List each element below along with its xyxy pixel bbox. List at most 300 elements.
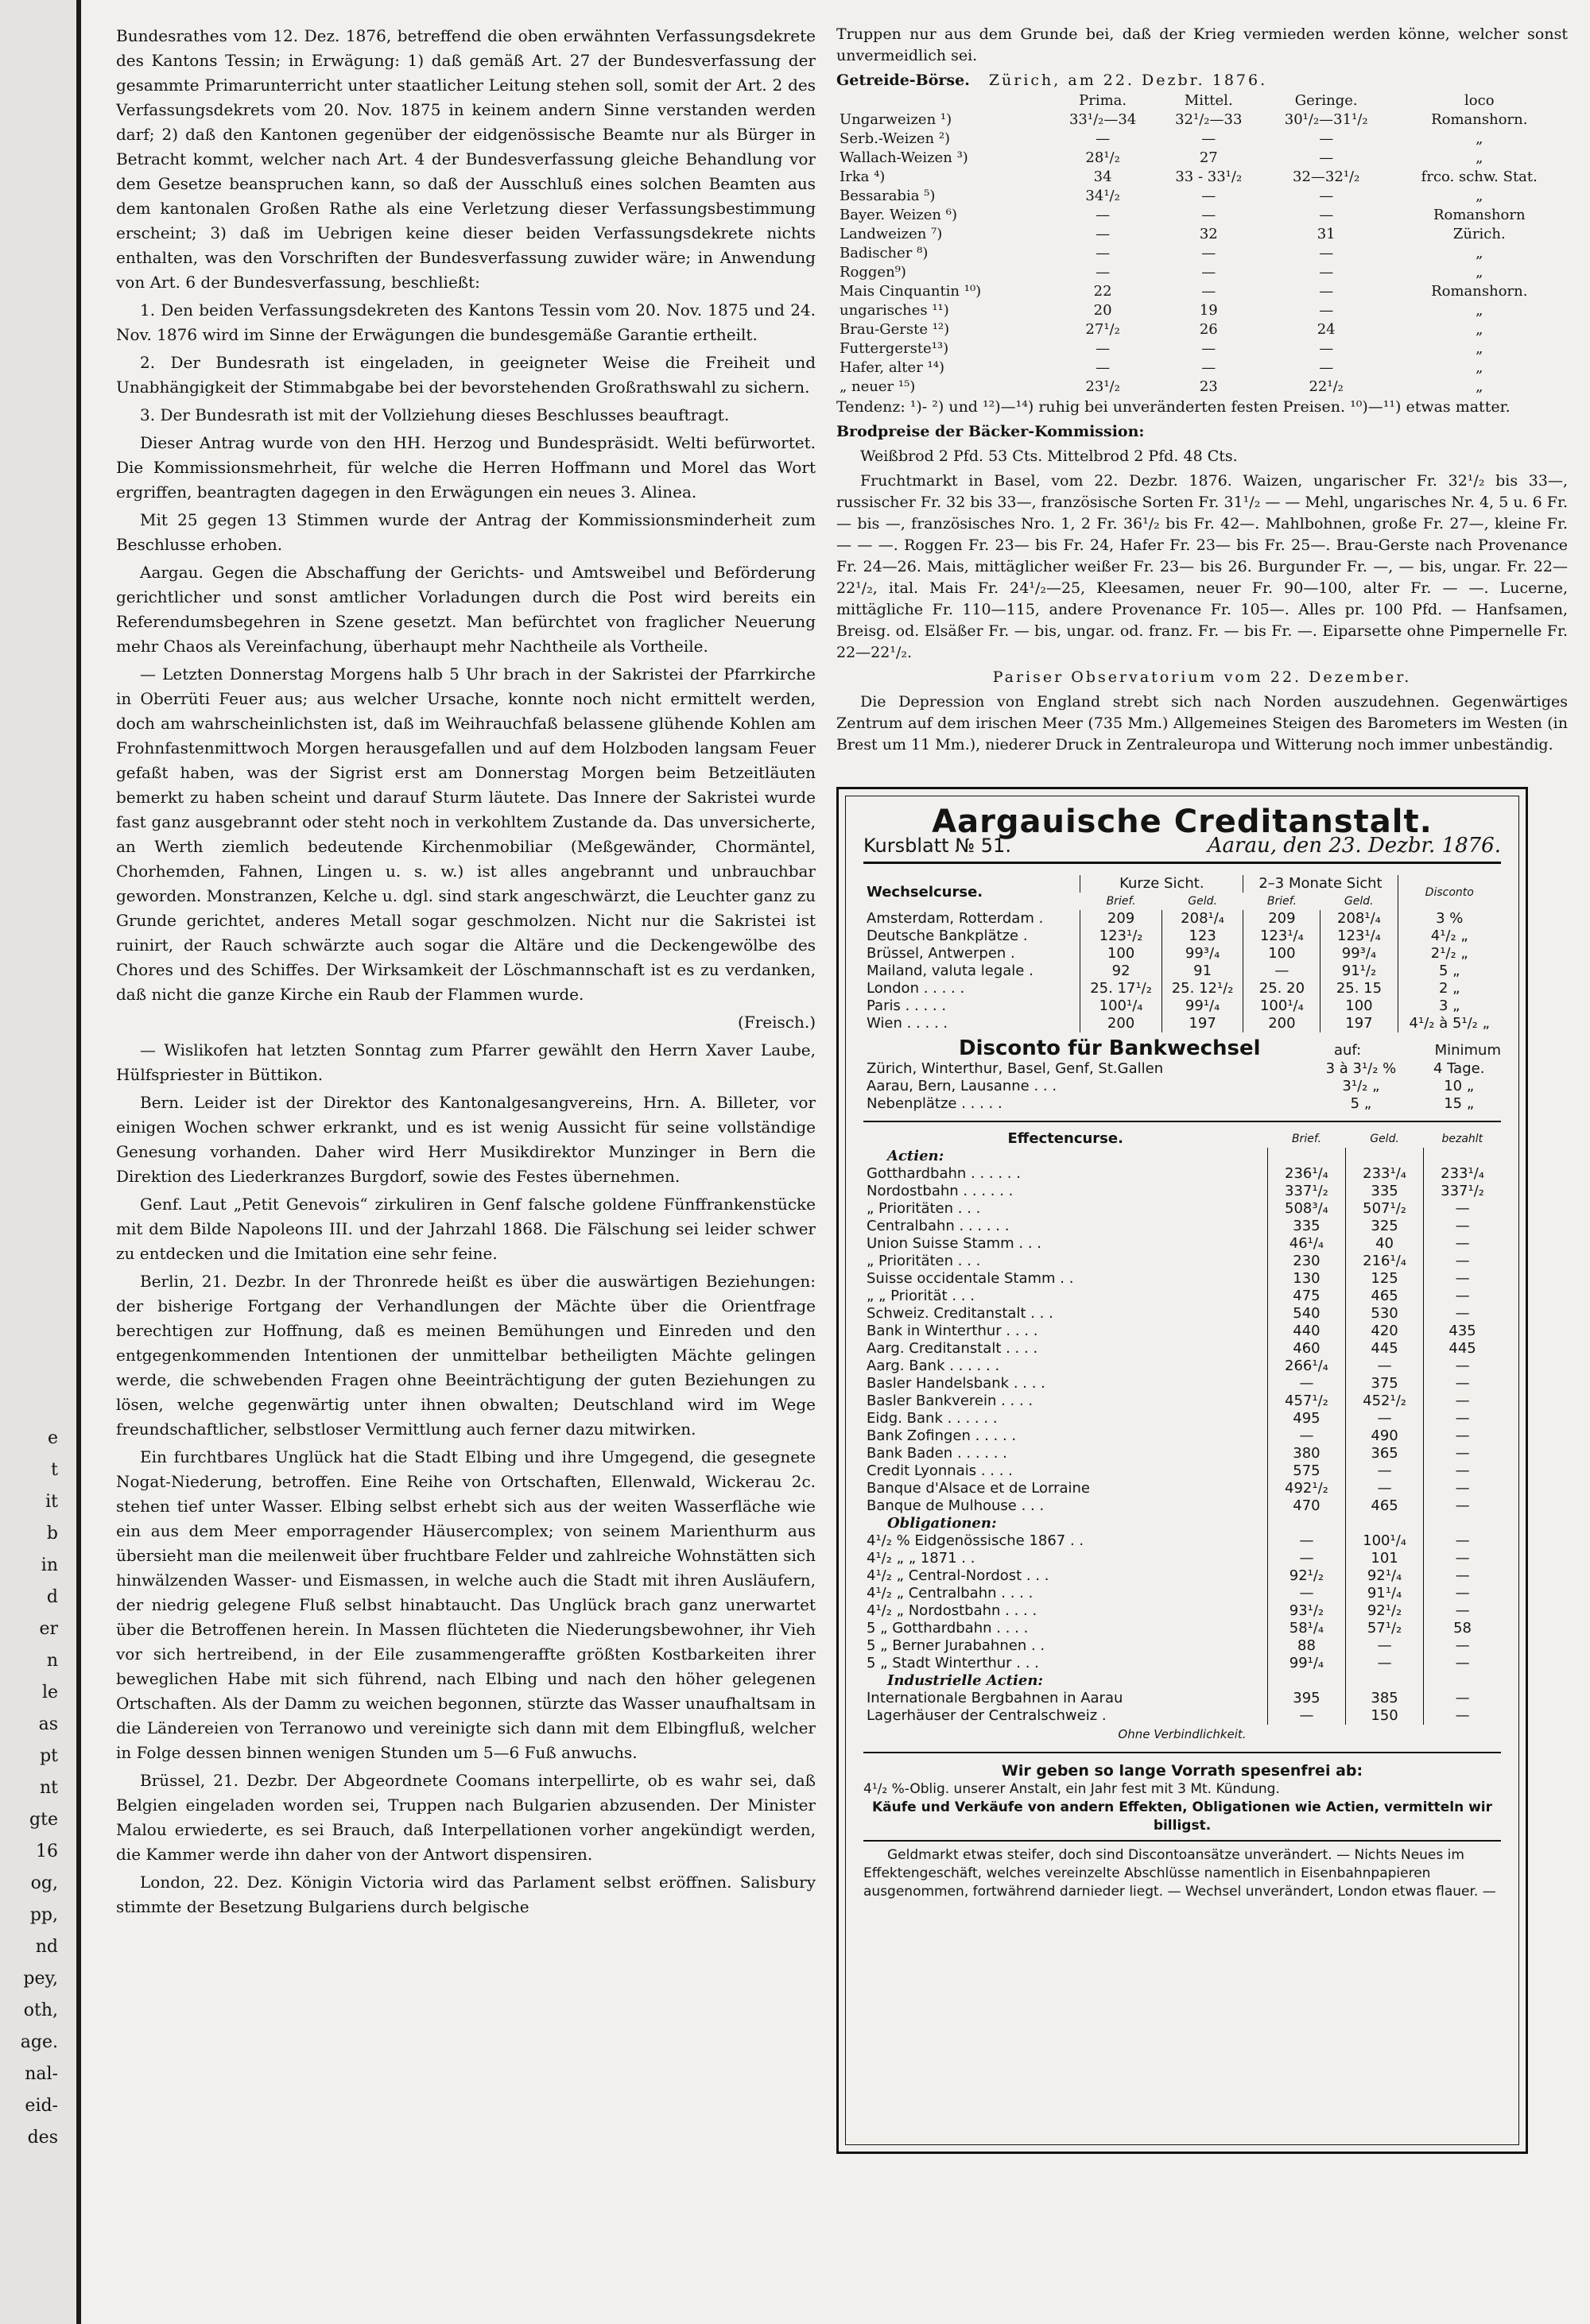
security-price: —	[1424, 1707, 1501, 1725]
decision-item-2: 2. Der Bundesrath ist eingeladen, in geeigneter Weise die Freiheit und Unabhängigkeit der Stimmabgabe bei der bevorstehenden Großrathswahl zu sichern.	[116, 353, 816, 397]
industrial-row	[863, 1707, 1501, 1725]
security-name: Centralbahn . . . . . .	[867, 1218, 1010, 1234]
edge-fragment: nd	[35, 1937, 58, 1957]
security-price: —	[1346, 1637, 1424, 1655]
grain-col-header: Prima.	[1079, 92, 1127, 109]
left-column	[116, 24, 816, 2313]
security-name: 4¹/₂ % Eidgenössische 1867 . .	[867, 1532, 1084, 1549]
security-name: Banque de Mulhouse . . .	[867, 1497, 1045, 1514]
actien-heading: Actien:	[887, 1148, 944, 1164]
security-price: 99¹/₄	[1267, 1655, 1345, 1672]
security-price: 150	[1346, 1707, 1424, 1725]
security-price: —	[1424, 1270, 1501, 1288]
exchange-value: 197	[1161, 1015, 1243, 1032]
edge-fragment: e	[47, 1428, 58, 1448]
security-price: —	[1267, 1585, 1345, 1602]
grain-value: —	[1319, 264, 1334, 281]
actien-row	[863, 1305, 1501, 1323]
grain-row	[836, 282, 1568, 301]
industrial-heading: Industrielle Actien:	[887, 1672, 1044, 1689]
disconto-auf: auf:	[1333, 1042, 1362, 1059]
obligation-row	[863, 1602, 1501, 1620]
grain-value: —	[1201, 359, 1216, 376]
security-price: —	[1267, 1375, 1345, 1392]
edge-fragment: nt	[39, 1778, 58, 1798]
grain-value: Zürich.	[1452, 226, 1506, 242]
exchange-value: 91¹/₂	[1320, 963, 1398, 980]
grain-name: Serb.-Weizen ²)	[840, 130, 951, 147]
grain-row	[836, 149, 1568, 168]
exchange-value: 209	[1243, 910, 1320, 928]
geld-header: Geld.	[1188, 895, 1217, 908]
grain-row	[836, 320, 1568, 339]
security-price: —	[1424, 1288, 1501, 1305]
edge-fragment: pt	[40, 1746, 58, 1766]
security-name: Gotthardbahn . . . . . .	[867, 1165, 1021, 1182]
exchange-value: 2 „	[1398, 980, 1501, 997]
security-price: —	[1424, 1375, 1501, 1392]
grain-name: Bessarabia ⁵)	[840, 188, 936, 204]
obligation-row	[863, 1655, 1501, 1672]
actien-row	[863, 1288, 1501, 1305]
exchange-value: 123	[1161, 928, 1243, 945]
grain-value: 19	[1199, 302, 1218, 319]
security-name: Suisse occidentale Stamm . .	[867, 1270, 1074, 1287]
security-price: 125	[1346, 1270, 1424, 1288]
exchange-row	[863, 945, 1501, 963]
obligation-row	[863, 1567, 1501, 1585]
security-price: 40	[1346, 1235, 1424, 1253]
security-price: 58	[1424, 1620, 1501, 1637]
exchange-row	[863, 980, 1501, 997]
security-name: 4¹/₂ „ Centralbahn . . . .	[867, 1585, 1034, 1602]
article-antrag: Dieser Antrag wurde von den HH. Herzog und Bundespräsidt. Welti befürwortet. Die Kommissionsmehrheit, für welche die Herren Hoffmann und Morel das Wort ergriffen, beantragten dagegen in den Erwägungen ein neues 3. Alinea.	[116, 433, 816, 502]
security-price: 440	[1267, 1323, 1345, 1340]
exchange-value: 91	[1161, 963, 1243, 980]
grain-value: —	[1201, 188, 1216, 204]
exchange-value: 25. 12¹/₂	[1161, 980, 1243, 997]
security-price: 507¹/₂	[1346, 1200, 1424, 1218]
security-name: „ „ Priorität . . .	[867, 1288, 975, 1304]
grain-value: „	[1476, 378, 1483, 395]
exchange-place: Mailand, valuta legale .	[867, 963, 1034, 979]
kursblatt-number: Kursblatt № 51.	[863, 835, 1011, 857]
actien-row	[863, 1358, 1501, 1375]
article-genf: Genf. Laut „Petit Genevois“ zirkuliren in Genf falsche goldene Fünffrankenstücke mit dem Bilde Napoleons III. und der Jahrzahl 1868. Die Fälschung sei leider schwer zu entdecken und die Imitation eine sehr feine.	[116, 1195, 816, 1263]
grain-value: frco. schw. Stat.	[1421, 168, 1538, 185]
grain-value: 33 - 33¹/₂	[1175, 168, 1243, 185]
exchange-value: 100¹/₄	[1243, 997, 1320, 1015]
exchange-value: 5 „	[1398, 963, 1501, 980]
grain-exchange-title: Getreide-Börse.	[836, 72, 970, 89]
disconto-place: Zürich, Winterthur, Basel, Genf, St.Gallen	[867, 1060, 1164, 1077]
grain-value: 23	[1199, 378, 1218, 395]
exchange-row	[863, 910, 1501, 928]
security-price: —	[1267, 1532, 1345, 1550]
decision-item-1: 1. Den beiden Verfassungsdekreten des Kantons Tessin vom 20. Nov. 1875 und 24. Nov. 1876 wird im Sinne der Erwägungen die bundesgemäße Garantie ertheilt.	[116, 300, 816, 344]
grain-name: Futtergerste¹³)	[840, 340, 949, 357]
grain-value: —	[1319, 283, 1334, 300]
months-sight-header: 2–3 Monate Sicht	[1243, 875, 1398, 893]
grain-value: —	[1319, 207, 1334, 223]
trading-note: Käufe und Verkäufe von andern Effekten, Obligationen wie Actien, vermitteln wir billigst.	[871, 1799, 1493, 1834]
securities-table	[863, 1130, 1501, 1725]
grain-value: 34	[1093, 168, 1112, 185]
security-price: 325	[1346, 1218, 1424, 1235]
security-price: 470	[1267, 1497, 1345, 1515]
offer-heading: Wir geben so lange Vorrath spesenfrei ab:	[1001, 1762, 1363, 1780]
grain-value: 27¹/₂	[1085, 321, 1120, 338]
security-price: 452¹/₂	[1346, 1392, 1424, 1410]
exchange-value: 3 „	[1398, 997, 1501, 1015]
security-price: 233¹/₄	[1346, 1165, 1424, 1183]
actien-row	[863, 1270, 1501, 1288]
security-price: —	[1424, 1567, 1501, 1585]
exchange-place: Amsterdam, Rotterdam .	[867, 910, 1044, 927]
grain-col-header: loco	[1464, 92, 1495, 109]
actien-row	[863, 1183, 1501, 1200]
security-price: 100¹/₄	[1346, 1532, 1424, 1550]
edge-fragment: in	[41, 1555, 58, 1575]
security-price: 540	[1267, 1305, 1345, 1323]
exchange-value: 92	[1080, 963, 1162, 980]
security-price: 460	[1267, 1340, 1345, 1358]
article-london: London, 22. Dez. Königin Victoria wird das Parlament selbst eröffnen. Salisbury stimmte der Besetzung Bulgariens durch belgische	[116, 1873, 816, 1916]
grain-value: 32—32¹/₂	[1293, 168, 1360, 185]
source-freisch: (Freisch.)	[738, 1013, 816, 1032]
grain-value: —	[1096, 359, 1111, 376]
grain-name: Bayer. Weizen ⁶)	[840, 207, 957, 223]
article-bern: Bern. Leider ist der Direktor des Kantonalgesangvereins, Hrn. A. Billeter, vor einigen Wochen schwer erkrankt, und es ist wenig Aussicht für seine vollständige Genesung vorhanden. Daher wird Herr Musikdirektor Munzinger in Bern die Direktion des Liederkranzes Burgdorf, sowie des Festes übernehmen.	[116, 1093, 816, 1186]
actien-row	[863, 1323, 1501, 1340]
security-name: 5 „ Stadt Winterthur . . .	[867, 1655, 1039, 1671]
grain-value: „	[1476, 321, 1483, 338]
grain-value: 28¹/₂	[1085, 149, 1120, 166]
security-price: 395	[1267, 1690, 1345, 1707]
actien-row	[863, 1427, 1501, 1445]
security-name: Nordostbahn . . . . . .	[867, 1183, 1014, 1199]
article-wislikofen: — Wislikofen hat letzten Sonntag zum Pfarrer gewählt den Herrn Xaver Laube, Hülfspriester in Büttikon.	[116, 1040, 816, 1084]
obligation-row	[863, 1532, 1501, 1550]
security-price: 233¹/₄	[1424, 1165, 1501, 1183]
paris-weather-report: Die Depression von England strebt sich nach Norden auszudehnen. Gegenwärtiges Zentrum auf dem irischen Meer (735 Mm.) Allgemeines Steigen des Barometers im Westen (in Brest um 11 Mm.), niederer Druck in Zentraleuropa und Witterung noch immer unbeständig.	[836, 693, 1568, 753]
actien-row	[863, 1165, 1501, 1183]
security-price: —	[1424, 1410, 1501, 1427]
grain-row	[836, 110, 1568, 130]
exchange-value: 100	[1080, 945, 1162, 963]
actien-row	[863, 1480, 1501, 1497]
security-name: Eidg. Bank . . . . . .	[867, 1410, 998, 1427]
security-price: 465	[1346, 1497, 1424, 1515]
security-name: Credit Lyonnais . . . .	[867, 1462, 1013, 1479]
exchange-value: 2¹/₂ „	[1398, 945, 1501, 963]
exchange-rates-title: Wechselcurse.	[867, 884, 983, 901]
actien-row	[863, 1200, 1501, 1218]
binding-margin	[0, 0, 76, 2324]
security-price: —	[1267, 1550, 1345, 1567]
security-price: 230	[1267, 1253, 1345, 1270]
actien-row	[863, 1340, 1501, 1358]
security-price: 101	[1346, 1550, 1424, 1567]
grain-exchange-place-date: Zürich, am 22. Dezbr. 1876.	[988, 72, 1268, 89]
disconto-place: Aarau, Bern, Lausanne . . .	[867, 1078, 1057, 1094]
edge-fragment: pp,	[29, 1905, 58, 1925]
kursblatt-line	[863, 836, 1501, 864]
bank-title: Aargauische Creditanstalt.	[932, 804, 1433, 840]
grain-value: —	[1201, 264, 1216, 281]
security-price: 495	[1267, 1410, 1345, 1427]
security-price: —	[1346, 1462, 1424, 1480]
grain-name: Ungarweizen ¹)	[840, 111, 952, 128]
exchange-value: 25. 15	[1320, 980, 1398, 997]
grain-value: 23¹/₂	[1085, 378, 1120, 395]
security-price: 337¹/₂	[1424, 1183, 1501, 1200]
security-price: 236¹/₄	[1267, 1165, 1345, 1183]
grain-price-table	[836, 91, 1568, 397]
grain-value: 32	[1199, 226, 1218, 242]
security-name: Basler Bankverein . . . .	[867, 1392, 1034, 1409]
grain-name: Wallach-Weizen ³)	[840, 149, 968, 166]
edge-fragment: er	[39, 1619, 58, 1639]
edge-fragment: age.	[20, 2032, 58, 2052]
disconto-table	[863, 1060, 1501, 1113]
divider	[863, 1121, 1501, 1122]
security-price: —	[1424, 1690, 1501, 1707]
obligationen-heading: Obligationen:	[887, 1515, 997, 1532]
grain-value: 22	[1093, 283, 1112, 300]
obligation-row	[863, 1550, 1501, 1567]
security-name: Bank in Winterthur . . . .	[867, 1323, 1038, 1339]
bread-prices: Weißbrod 2 Pfd. 53 Cts. Mittelbrod 2 Pfd. 48 Cts.	[860, 447, 1238, 465]
security-name: 4¹/₂ „ Central-Nordost . . .	[867, 1567, 1049, 1584]
security-price: —	[1267, 1707, 1345, 1725]
security-price: —	[1424, 1392, 1501, 1410]
exchange-value: 100	[1320, 997, 1398, 1015]
security-price: —	[1346, 1410, 1424, 1427]
grain-value: 24	[1317, 321, 1336, 338]
security-price: —	[1424, 1480, 1501, 1497]
grain-value: Romanshorn.	[1431, 111, 1528, 128]
grain-value: —	[1319, 188, 1334, 204]
kursblatt-date: Aarau, den 23. Dezbr. 1876.	[1207, 834, 1501, 858]
edge-fragment: oth,	[23, 2001, 58, 2020]
grain-value: „	[1476, 302, 1483, 319]
grain-value: —	[1096, 340, 1111, 357]
edge-fragment: 16	[36, 1842, 58, 1861]
exchange-value: 100	[1243, 945, 1320, 963]
security-price: —	[1424, 1462, 1501, 1480]
exchange-value: 99³/₄	[1320, 945, 1398, 963]
grain-value: „	[1476, 340, 1483, 357]
security-price: 490	[1346, 1427, 1424, 1445]
security-price: 385	[1346, 1690, 1424, 1707]
obligation-offer: 4¹/₂ %-Oblig. unserer Anstalt, ein Jahr fest mit 3 Mt. Kündung.	[863, 1781, 1280, 1797]
disconto-value: 4 Tage.	[1433, 1060, 1485, 1077]
security-price: —	[1424, 1253, 1501, 1270]
security-price: 57¹/₂	[1346, 1620, 1424, 1637]
security-price: 335	[1346, 1183, 1424, 1200]
security-price: 266¹/₄	[1267, 1358, 1345, 1375]
security-price: 375	[1346, 1375, 1424, 1392]
exchange-value: 197	[1320, 1015, 1398, 1032]
disconto-value: 3¹/₂ „	[1342, 1078, 1380, 1094]
edge-fragment: d	[46, 1587, 58, 1607]
grain-row	[836, 187, 1568, 206]
disconto-value: 10 „	[1444, 1078, 1475, 1094]
grain-value: 32¹/₂—33	[1175, 111, 1243, 128]
grain-value: —	[1096, 207, 1111, 223]
article-continuation: Truppen nur aus dem Grunde bei, daß der Krieg vermieden werden könne, welcher sonst unvermeidlich sei.	[836, 25, 1568, 64]
grain-value: —	[1096, 264, 1111, 281]
exchange-value: 123¹/₂	[1080, 928, 1162, 945]
edge-fragment: og,	[30, 1873, 58, 1893]
security-price: 457¹/₂	[1267, 1392, 1345, 1410]
grain-value: „	[1476, 130, 1483, 147]
security-name: Lagerhäuser der Centralschweiz .	[867, 1707, 1107, 1724]
obligation-row	[863, 1637, 1501, 1655]
security-price: 575	[1267, 1462, 1345, 1480]
disconto-col-header: Disconto	[1398, 875, 1501, 910]
article-oberrueti-fire: — Letzten Donnerstag Morgens halb 5 Uhr brach in der Sakristei der Pfarrkirche in Oberrüti Feuer aus; aus welcher Ursache, konnte noch nicht ermittelt werden, doch am wahrscheinlichsten ist, daß im Weihrauchfaß belassene glühende Kohlen am Frohnfastenmittwoch Morgen herausgefallen und auf dem Holzboden langsam Feuer gefaßt haben, was der Sigrist erst am Donnerstag Morgen beim Betzeitläuten bemerkt zu haben scheint und darauf Sturm läutete. Das Innere der Sakristei wurde fast ganz ausgebrannt oder steht noch in verkohltem Zustande da. Das unversicherte, an Werth ziemlich bedeutende Kirchenmobiliar (Meßgewänder, Chormäntel, Chorhemden, Fahnen, Lingen u. s. w.) ist alles angebrannt und unbrauchbar geworden. Monstranzen, Kelche u. dgl. sind stark angeschwärzt, die Leuchter ganz zu Grunde gerichtet, anderes Metall sogar geschmolzen. Nicht nur die Sakristei ist ruinirt, der Rauch schwärzte auch sogar die Altäre und die Deckengewölbe des Chores und des Schiffes. Der Wirksamkeit der Löschmannschaft ist es zu verdanken, daß nicht die ganze Kirche ein Raub der Flammen wurde.	[116, 664, 816, 1004]
grain-name: Badischer ⁸)	[840, 245, 929, 261]
grain-name: Hafer, alter ¹⁴)	[840, 359, 944, 376]
security-price: 337¹/₂	[1267, 1183, 1345, 1200]
grain-name: ungarisches ¹¹)	[840, 302, 949, 319]
grain-name: Roggen⁹)	[840, 264, 906, 281]
security-price: —	[1346, 1655, 1424, 1672]
creditanstalt-kursblatt	[845, 796, 1519, 2145]
grain-value: „	[1476, 149, 1483, 166]
actien-row	[863, 1375, 1501, 1392]
grain-value: —	[1201, 207, 1216, 223]
exchange-value: 25. 20	[1243, 980, 1320, 997]
security-name: Bank Baden . . . . . .	[867, 1445, 1007, 1462]
exchange-value: 4¹/₂ à 5¹/₂ „	[1398, 1015, 1501, 1032]
article-vote-result: Mit 25 gegen 13 Stimmen wurde der Antrag der Kommissionsminderheit zum Beschlusse erhoben.	[116, 510, 816, 554]
grain-value: 33¹/₂—34	[1068, 111, 1137, 128]
sec-brief-header: Brief.	[1291, 1133, 1321, 1145]
exchange-place: Deutsche Bankplätze .	[867, 928, 1028, 944]
edge-fragment: b	[46, 1524, 58, 1544]
grain-value: —	[1319, 245, 1334, 261]
security-price: 92¹/₂	[1346, 1602, 1424, 1620]
security-name: Banque d'Alsace et de Lorraine	[867, 1480, 1091, 1497]
security-price: 492¹/₂	[1267, 1480, 1345, 1497]
geld-header-2: Geld.	[1344, 895, 1374, 908]
basel-fruit-market: Fruchtmarkt in Basel, vom 22. Dezbr. 1876. Waizen, ungarischer Fr. 32¹/₂ bis 33—, russischer Fr. 32 bis 33—, französische Sorten Fr. 31¹/₂ — — Mehl, ungarisches Nr. 4, 5 u. 6 Fr. — bis —, französisches Nro. 1, 2 Fr. 36¹/₂ bis Fr. 42—. Mahlbohnen, große Fr. 27—, kleine Fr. — — —. Roggen Fr. 23— bis Fr. 24, Hafer Fr. 23— bis Fr. 25—. Brau-Gerste nach Provenance Fr. 24—26. Mais, mittäglicher weißer Fr. 23— bis 26. Burgunder Fr. —, — bis, ungar. Fr. 22—22¹/₂, ital. Mais Fr. 24¹/₂—25, Kleesamen, neuer Fr. 90—100, alter Fr. — —. Lucerne, mittägliche Fr. 110—115, andere Provenance Fr. 105—. Alles pr. 100 Pfd. — Hanfsamen, Breisg. od. Elsäßer Fr. — bis, ungar. od. franz. Fr. — bis Fr. —. Eiparsette ohne Pimpernelle Fr. 22—22¹/₂.	[836, 472, 1568, 661]
article-bruessel: Brüssel, 21. Dezbr. Der Abgeordnete Coomans interpellirte, ob es wahr sei, daß Belgien eingeladen worden sei, Truppen nach Bulgarien abzusenden. Der Minister Malou erwiederte, es sei Brauch, daß Interpellationen vorher angekündigt werden, die Kammer werde ihn daher von der Antwort dispensiren.	[116, 1771, 816, 1864]
security-price: 92¹/₄	[1346, 1567, 1424, 1585]
security-price: —	[1424, 1218, 1501, 1235]
grain-row	[836, 168, 1568, 187]
article-berlin: Berlin, 21. Dezbr. In der Thronrede heißt es über die auswärtigen Beziehungen: der bisherige Fortgang der Verhandlungen der Mächte über die Orientfrage berechtigen zur Hoffnung, daß es meinen Bemühungen und Einreden und den entgegenkommenden Intentionen der unmittelbar betheiligten Mächte gelingen werde, die schwebenden Fragen ohne Beeinträchtigung der guten Beziehungen zu lösen, welche gegenwärtig unter ihnen obwalten; Deutschland wird im Wege freundschaftlicher, selbstloser Vermittlung auch ferner dazu mitwirken.	[116, 1272, 816, 1439]
security-price: —	[1267, 1427, 1345, 1445]
security-name: Basler Handelsbank . . . .	[867, 1375, 1045, 1392]
actien-row	[863, 1218, 1501, 1235]
paris-observatory-title: Pariser Observatorium vom 22. Dezember.	[992, 668, 1412, 686]
grain-value: —	[1319, 149, 1334, 166]
grain-value: „	[1476, 359, 1483, 376]
actien-row	[863, 1445, 1501, 1462]
actien-row	[863, 1392, 1501, 1410]
exchange-row	[863, 1015, 1501, 1032]
security-price: 91¹/₄	[1346, 1585, 1424, 1602]
grain-value: 20	[1093, 302, 1112, 319]
grain-name: „ neuer ¹⁵)	[840, 378, 916, 395]
grain-value: Romanshorn	[1433, 207, 1526, 223]
grain-value: —	[1319, 130, 1334, 147]
edge-fragment: gte	[29, 1810, 58, 1830]
grain-value: 27	[1199, 149, 1218, 166]
disconto-value: 5 „	[1350, 1095, 1372, 1112]
article-bundesrath-decision: Bundesrathes vom 12. Dez. 1876, betreffend die oben erwähnten Verfassungsdekrete des Kantons Tessin; in Erwägung: 1) daß gemäß Art. 27 der Bundesverfassung der gesammte Primarunterricht unter staatlicher Leitung stehen soll, somit der Art. 2 des Verfassungsdekrets vom 20. Nov. 1875 in keinem andern Sinne verstanden werden darf; 2) daß den Kantonen gegenüber der eidgenössische Beamte nur als Bürger in Betracht kommt, welcher nach Art. 4 der Bundesverfassung gleiche Behandlung vor dem Gesetze beanspruchen kann, so daß der Ausschluß eines solchen Beamten aus dem kantonalen Großen Rathe als eine Verletzung dieser Verfassungsbestimmung erscheint; 3) daß im Uebrigen keine dieser beiden Verfassungsdekrete nichts enthalten, was den Vorschriften der Bundesverfassung zuwider wäre; in Anwendung von Art. 6 der Bundesverfassung, beschließt:	[116, 26, 816, 292]
grain-name: Mais Cinquantin ¹⁰)	[840, 283, 982, 300]
grain-row	[836, 358, 1568, 378]
grain-row	[836, 225, 1568, 244]
grain-value: 22¹/₂	[1309, 378, 1344, 395]
grain-value: Romanshorn.	[1431, 283, 1528, 300]
exchange-value: 208¹/₄	[1320, 910, 1398, 928]
disconto-title: Disconto für Bankwechsel	[959, 1036, 1261, 1060]
edge-fragment: eid-	[25, 2096, 58, 2116]
obligation-row	[863, 1585, 1501, 1602]
exchange-value: 25. 17¹/₂	[1080, 980, 1162, 997]
grain-exchange-header	[836, 70, 1568, 91]
security-name: 4¹/₂ „ Nordostbahn . . . .	[867, 1602, 1037, 1619]
disconto-row	[863, 1060, 1501, 1078]
exchange-value: 123¹/₄	[1320, 928, 1398, 945]
security-name: 5 „ Berner Jurabahnen . .	[867, 1637, 1045, 1654]
grain-row	[836, 244, 1568, 263]
brief-header: Brief.	[1106, 895, 1136, 908]
article-elbing-flood: Ein furchtbares Unglück hat die Stadt Elbing und ihre Umgegend, die gesegnete Nogat-Niederung, betroffen. Eine Reihe von Ortschaften, Ellenwald, Wickerau 2c. stehen tief unter Wasser. Elbing selbst erhebt sich aus der weiten Wasserfläche wie ein aus dem Meer emporragender Häusercomplex; von seinem Marienthurm aus übersieht man die meilenweit über fruchtbare Felder und zahlreiche Wohnstätten sich hinwälzenden Wasser- und Eismassen, in welche auch die Stadt mit ihren Ausläufern, der niedrig gelegene Fluß selbst hinabtaucht. Das Unglück brach ganz unerwartet über die Betroffenen herein. In Massen flüchteten die Niederungsbewohner, ihr Vieh vor sich hertreibend, in der Eile zusammengeraffte größten Kostbarkeiten ihrer beweglichen Habe mit sich führend, nach Elbing und nach den höher gelegenen Ortschaften. Als der Damm zu weichen begonnen, stürzte das Wasser unaufhaltsam in die Ländereien von Terranowo und vereinigte sich dann mit dem Elbingfluß, welcher in Folge dessen binnen wenigen Stunden um 5—6 Fuß anwuchs.	[116, 1447, 816, 1762]
divider-2	[863, 1752, 1501, 1753]
obligation-row	[863, 1620, 1501, 1637]
grain-value: —	[1096, 130, 1111, 147]
security-price: 508³/₄	[1267, 1200, 1345, 1218]
grain-name: Landweizen ⁷)	[840, 226, 943, 242]
exchange-value: 209	[1080, 910, 1162, 928]
actien-row	[863, 1497, 1501, 1515]
exchange-place: Wien . . . . .	[867, 1015, 948, 1032]
grain-value: „	[1476, 245, 1483, 261]
securities-title: Effectencurse.	[1007, 1130, 1123, 1147]
security-price: —	[1424, 1637, 1501, 1655]
no-liability-note: Ohne Verbindlichkeit.	[1118, 1727, 1247, 1741]
security-price: 88	[1267, 1637, 1345, 1655]
creditanstalt-ad-frame	[836, 787, 1528, 2154]
adjacent-page-fragments	[0, 1423, 76, 2154]
security-price: —	[1424, 1200, 1501, 1218]
sec-geld-header: Geld.	[1370, 1133, 1399, 1145]
grain-col-header: Geringe.	[1294, 92, 1358, 109]
security-price: —	[1424, 1305, 1501, 1323]
grain-value: 31	[1317, 226, 1336, 242]
exchange-row	[863, 963, 1501, 980]
grain-row	[836, 263, 1568, 282]
security-price: 445	[1424, 1340, 1501, 1358]
security-price: —	[1424, 1550, 1501, 1567]
security-price: 93¹/₂	[1267, 1602, 1345, 1620]
grain-value: —	[1201, 245, 1216, 261]
grain-col-header: Mittel.	[1184, 92, 1233, 109]
edge-fragment: le	[41, 1683, 58, 1702]
security-price: —	[1424, 1532, 1501, 1550]
brief-header-2: Brief.	[1266, 895, 1297, 908]
security-name: „ Prioritäten . . .	[867, 1253, 981, 1269]
grain-value: —	[1319, 302, 1334, 319]
security-name: Union Suisse Stamm . . .	[867, 1235, 1042, 1252]
